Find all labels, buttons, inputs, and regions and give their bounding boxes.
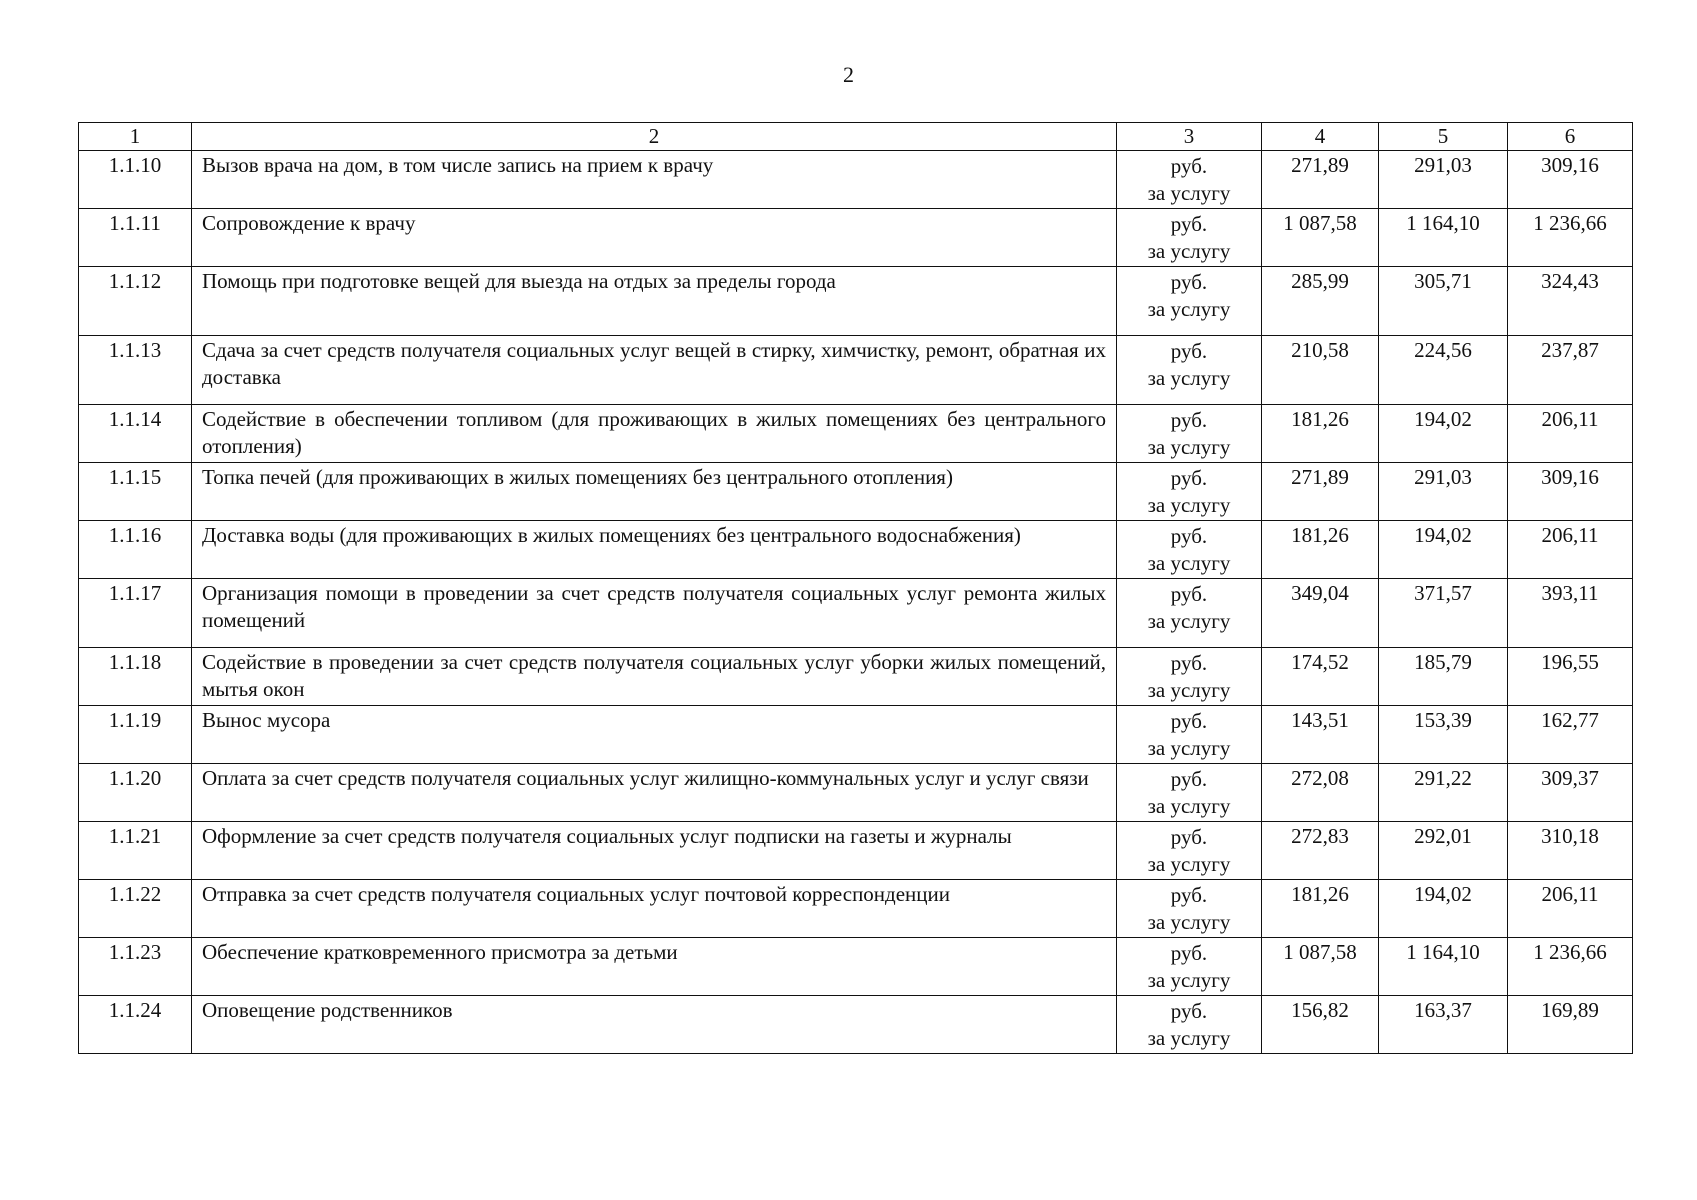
unit-line-1: руб.: [1170, 524, 1208, 548]
table-row: [79, 336, 1633, 405]
unit-line-2: за услугу: [1147, 910, 1231, 934]
service-name: Помощь при подготовке вещей для выезда на отдых за пределы города: [192, 267, 1117, 336]
unit-cell: [1117, 880, 1262, 938]
service-code: 1.1.17: [79, 579, 192, 648]
value-col-5: 224,56: [1379, 336, 1508, 405]
service-name: Содействие в обеспечении топливом (для проживающих в жилых помещениях без центрального отопления): [192, 405, 1117, 463]
unit-line-2: за услугу: [1147, 736, 1231, 760]
value-col-4: 1 087,58: [1262, 209, 1379, 267]
value-col-4: 271,89: [1262, 463, 1379, 521]
value-col-4: 272,08: [1262, 764, 1379, 822]
service-name: Доставка воды (для проживающих в жилых помещениях без центрального водоснабжения): [192, 521, 1117, 579]
column-header-2: 2: [192, 123, 1117, 151]
column-header-3: 3: [1117, 123, 1262, 151]
value-col-6: 237,87: [1508, 336, 1633, 405]
service-code: 1.1.11: [79, 209, 192, 267]
unit-line-2: за услугу: [1147, 435, 1231, 459]
value-col-5: 305,71: [1379, 267, 1508, 336]
service-name: Топка печей (для проживающих в жилых помещениях без центрального отопления): [192, 463, 1117, 521]
tariff-table: [78, 122, 1633, 1054]
service-name: Сдача за счет средств получателя социальных услуг вещей в стирку, химчистку, ремонт, обратная их доставка: [192, 336, 1117, 405]
service-name: Обеспечение кратковременного присмотра за детьми: [192, 938, 1117, 996]
value-col-6: 206,11: [1508, 521, 1633, 579]
value-col-6: 162,77: [1508, 706, 1633, 764]
unit-cell: [1117, 405, 1262, 463]
value-col-6: 309,37: [1508, 764, 1633, 822]
table-header-row: [79, 123, 1633, 151]
service-name: Отправка за счет средств получателя социальных услуг почтовой корреспонденции: [192, 880, 1117, 938]
value-col-4: 285,99: [1262, 267, 1379, 336]
service-name: Содействие в проведении за счет средств получателя социальных услуг уборки жилых помещений, мытья окон: [192, 648, 1117, 706]
value-col-4: 143,51: [1262, 706, 1379, 764]
unit-line-1: руб.: [1170, 767, 1208, 791]
service-name: Оформление за счет средств получателя социальных услуг подписки на газеты и журналы: [192, 822, 1117, 880]
value-col-6: 206,11: [1508, 880, 1633, 938]
unit-line-1: руб.: [1170, 999, 1208, 1023]
service-code: 1.1.14: [79, 405, 192, 463]
value-col-4: 156,82: [1262, 996, 1379, 1054]
service-name: Вызов врача на дом, в том числе запись на прием к врачу: [192, 151, 1117, 209]
service-code: 1.1.15: [79, 463, 192, 521]
value-col-6: 206,11: [1508, 405, 1633, 463]
unit-cell: [1117, 267, 1262, 336]
table-row: [79, 938, 1633, 996]
unit-line-2: за услугу: [1147, 609, 1231, 633]
unit-line-2: за услугу: [1147, 678, 1231, 702]
table-row: [79, 648, 1633, 706]
unit-cell: [1117, 822, 1262, 880]
unit-line-2: за услугу: [1147, 794, 1231, 818]
value-col-6: 309,16: [1508, 151, 1633, 209]
service-code: 1.1.19: [79, 706, 192, 764]
value-col-4: 181,26: [1262, 405, 1379, 463]
table-row: [79, 996, 1633, 1054]
unit-line-2: за услугу: [1147, 366, 1231, 390]
value-col-6: 1 236,66: [1508, 938, 1633, 996]
service-code: 1.1.23: [79, 938, 192, 996]
unit-line-2: за услугу: [1147, 493, 1231, 517]
unit-line-1: руб.: [1170, 709, 1208, 733]
value-col-5: 194,02: [1379, 405, 1508, 463]
value-col-4: 174,52: [1262, 648, 1379, 706]
value-col-6: 196,55: [1508, 648, 1633, 706]
unit-line-1: руб.: [1170, 154, 1208, 178]
unit-line-2: за услугу: [1147, 551, 1231, 575]
table-row: [79, 463, 1633, 521]
column-header-4: 4: [1262, 123, 1379, 151]
unit-cell: [1117, 336, 1262, 405]
unit-cell: [1117, 938, 1262, 996]
unit-cell: [1117, 579, 1262, 648]
value-col-4: 272,83: [1262, 822, 1379, 880]
unit-line-1: руб.: [1170, 408, 1208, 432]
unit-line-1: руб.: [1170, 825, 1208, 849]
value-col-6: 169,89: [1508, 996, 1633, 1054]
value-col-5: 291,22: [1379, 764, 1508, 822]
table-row: [79, 880, 1633, 938]
unit-cell: [1117, 521, 1262, 579]
service-name: Вынос мусора: [192, 706, 1117, 764]
unit-cell: [1117, 648, 1262, 706]
value-col-6: 393,11: [1508, 579, 1633, 648]
service-code: 1.1.13: [79, 336, 192, 405]
service-code: 1.1.16: [79, 521, 192, 579]
service-name: Сопровождение к врачу: [192, 209, 1117, 267]
unit-cell: [1117, 996, 1262, 1054]
value-col-4: 210,58: [1262, 336, 1379, 405]
table-row: [79, 267, 1633, 336]
table-row: [79, 706, 1633, 764]
service-name: Организация помощи в проведении за счет средств получателя социальных услуг ремонта жилых помещений: [192, 579, 1117, 648]
table-row: [79, 579, 1633, 648]
value-col-4: 181,26: [1262, 521, 1379, 579]
table-row: [79, 521, 1633, 579]
unit-line-1: руб.: [1170, 582, 1208, 606]
page-number: 2: [843, 62, 854, 87]
value-col-5: 291,03: [1379, 151, 1508, 209]
table-row: [79, 405, 1633, 463]
unit-line-1: руб.: [1170, 270, 1208, 294]
service-code: 1.1.22: [79, 880, 192, 938]
unit-line-2: за услугу: [1147, 968, 1231, 992]
column-header-1: 1: [79, 123, 192, 151]
value-col-6: 324,43: [1508, 267, 1633, 336]
service-code: 1.1.21: [79, 822, 192, 880]
value-col-4: 349,04: [1262, 579, 1379, 648]
unit-line-1: руб.: [1170, 941, 1208, 965]
value-col-5: 292,01: [1379, 822, 1508, 880]
service-code: 1.1.20: [79, 764, 192, 822]
value-col-6: 310,18: [1508, 822, 1633, 880]
service-code: 1.1.24: [79, 996, 192, 1054]
unit-line-2: за услугу: [1147, 239, 1231, 263]
value-col-5: 185,79: [1379, 648, 1508, 706]
table-row: [79, 151, 1633, 209]
value-col-6: 309,16: [1508, 463, 1633, 521]
value-col-5: 163,37: [1379, 996, 1508, 1054]
value-col-5: 194,02: [1379, 521, 1508, 579]
unit-line-2: за услугу: [1147, 1026, 1231, 1050]
service-name: Оповещение родственников: [192, 996, 1117, 1054]
column-header-6: 6: [1508, 123, 1633, 151]
value-col-5: 1 164,10: [1379, 938, 1508, 996]
service-code: 1.1.12: [79, 267, 192, 336]
value-col-5: 153,39: [1379, 706, 1508, 764]
value-col-5: 1 164,10: [1379, 209, 1508, 267]
column-header-5: 5: [1379, 123, 1508, 151]
unit-cell: [1117, 706, 1262, 764]
unit-line-1: руб.: [1170, 883, 1208, 907]
unit-line-1: руб.: [1170, 212, 1208, 236]
value-col-4: 271,89: [1262, 151, 1379, 209]
unit-cell: [1117, 151, 1262, 209]
value-col-5: 194,02: [1379, 880, 1508, 938]
value-col-4: 1 087,58: [1262, 938, 1379, 996]
unit-line-1: руб.: [1170, 651, 1208, 675]
table-row: [79, 764, 1633, 822]
unit-line-2: за услугу: [1147, 181, 1231, 205]
unit-cell: [1117, 463, 1262, 521]
unit-line-2: за услугу: [1147, 852, 1231, 876]
table-row: [79, 822, 1633, 880]
unit-cell: [1117, 209, 1262, 267]
unit-line-1: руб.: [1170, 339, 1208, 363]
value-col-4: 181,26: [1262, 880, 1379, 938]
unit-line-2: за услугу: [1147, 297, 1231, 321]
unit-cell: [1117, 764, 1262, 822]
table-row: [79, 209, 1633, 267]
value-col-5: 371,57: [1379, 579, 1508, 648]
service-name: Оплата за счет средств получателя социальных услуг жилищно-коммунальных услуг и услуг связи: [192, 764, 1117, 822]
unit-line-1: руб.: [1170, 466, 1208, 490]
value-col-6: 1 236,66: [1508, 209, 1633, 267]
service-code: 1.1.18: [79, 648, 192, 706]
value-col-5: 291,03: [1379, 463, 1508, 521]
service-code: 1.1.10: [79, 151, 192, 209]
